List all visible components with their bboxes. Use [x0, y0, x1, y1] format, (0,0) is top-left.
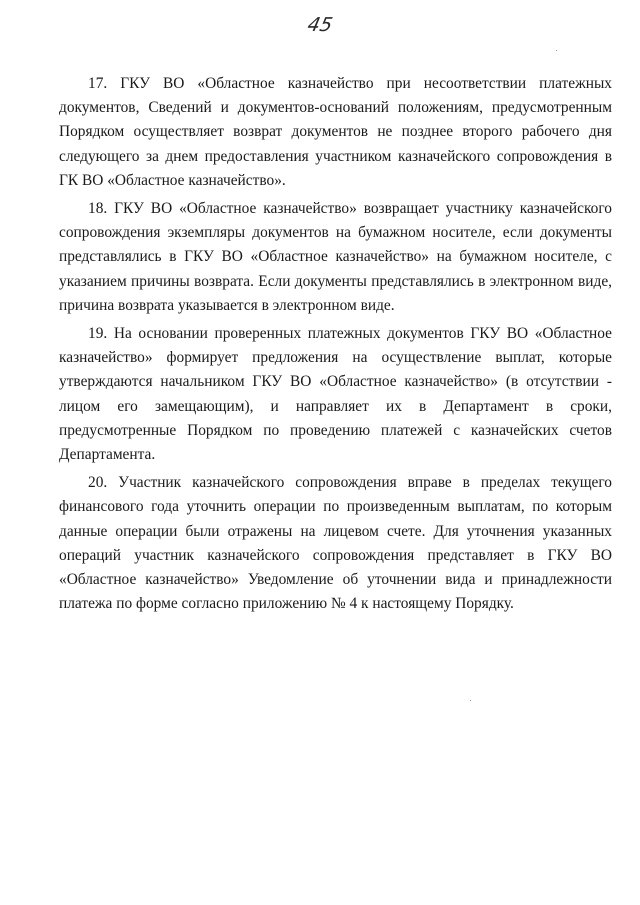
- paragraph-20: 20. Участник казначейского сопровождения вправе в пределах текущего финансового года уточнить операции по произведенным выплатам, по которым данные операции были отражены на лицевом счете. Для уточнения указанных операций участник казначейского сопровождения представляет в ГКУ ВО «Областное казначейство» Уведомление об уточнении вида и принадлежности платежа по форме согласно приложению № 4 к настоящему Порядку.: [59, 474, 612, 613]
- scan-speck: [470, 700, 471, 701]
- paragraph-18: 18. ГКУ ВО «Областное казначейство» возвращает участнику казначейского сопровождения экземпляры документов на бумажном носителе, если документы представлялись в ГКУ ВО «Областное казначейство» на бумажном носителе, с указанием причины возврата. Если документы представлялись в электронном виде, причина возврата указывается в электронном виде.: [59, 200, 612, 314]
- page-number: 45: [305, 14, 335, 36]
- paragraph-19: 19. На основании проверенных платежных документов ГКУ ВО «Областное казначейство» формирует предложения на осуществление выплат, которые утверждаются начальником ГКУ ВО «Областное казначейство» (в отсутствии - лицом его замещающим), и направляет их в Департамент в сроки, предусмотренные Порядком по проведению платежей с казначейских счетов Департамента.: [59, 325, 612, 464]
- paragraph-17: 17. ГКУ ВО «Областное казначейство при несоответствии платежных документов, Сведений и документов-оснований положениям, предусмотренным Порядком осуществляет возврат документов не позднее второго рабочего дня следующего за днем предоставления участником казначейского сопровождения в ГК ВО «Областное казначейство».: [59, 75, 612, 189]
- document-body: [59, 72, 612, 620]
- scan-speck: [556, 50, 557, 51]
